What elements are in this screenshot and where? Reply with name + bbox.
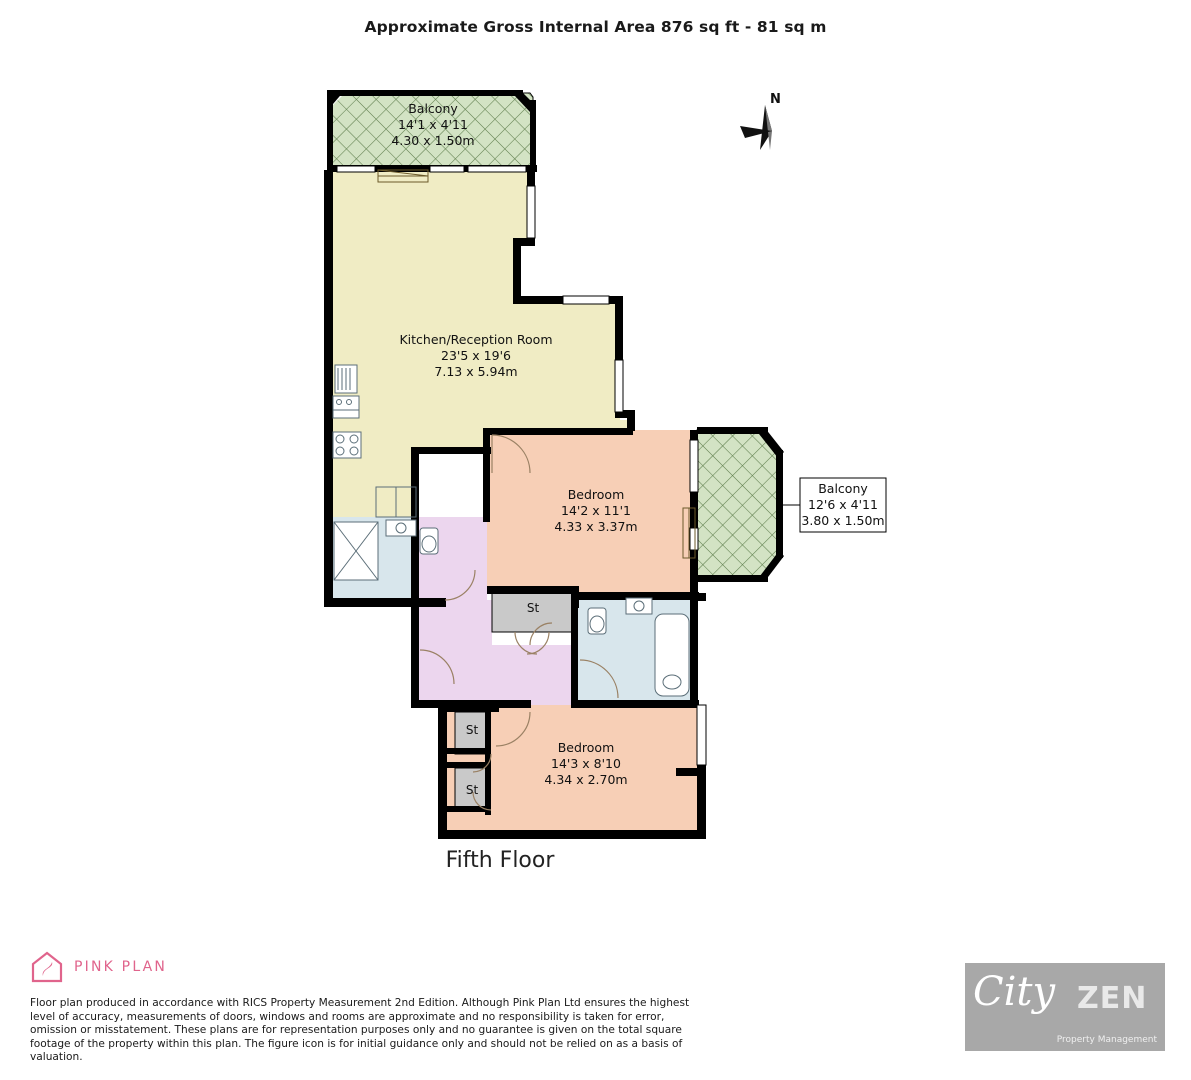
room-name: Balcony — [818, 481, 868, 496]
room-label-bedroom-1 — [518, 487, 674, 535]
room-name: Bedroom — [567, 487, 625, 502]
room-dim-imperial: 12'6 x 4'11 — [808, 497, 878, 512]
room-dim-metric: 4.33 x 3.37m — [554, 519, 638, 534]
room-label-kitchen-reception — [378, 332, 574, 380]
room-dim-imperial: 14'2 x 11'1 — [561, 503, 631, 518]
room-label-balcony-top — [358, 101, 508, 149]
watermark-tagline: Property Management — [1056, 1035, 1157, 1045]
room-name: Bedroom — [557, 740, 615, 755]
brand-name: PINK PLAN — [74, 959, 168, 975]
room-label-bedroom-2 — [508, 740, 664, 788]
room-name: Balcony — [408, 101, 458, 116]
page-title: Approximate Gross Internal Area 876 sq ft - 81 sq m — [364, 18, 827, 36]
cityzen-watermark — [965, 963, 1165, 1051]
storage-label-2: St — [465, 723, 479, 737]
compass-north-label: N — [770, 92, 781, 107]
storage-label-3: St — [465, 783, 479, 797]
watermark-city: City — [973, 969, 1056, 1015]
room-dim-metric: 4.30 x 1.50m — [391, 133, 475, 148]
floor-label: Fifth Floor — [445, 848, 555, 873]
compass-icon — [740, 105, 772, 150]
room-label-balcony-right — [796, 481, 890, 529]
room-name: Kitchen/Reception Room — [399, 332, 553, 347]
house-logo-icon — [30, 950, 64, 984]
disclaimer-text: Floor plan produced in accordance with RICS Property Measurement 2nd Edition. Although Pink Plan Ltd ensures the highest level of accuracy, measurements of doors, windows and rooms are approximate and no responsibility is taken for error, omission or misstatement. These plans are for representation purposes only and no guarantee is given on the total square footage of the property within this plan. The figure icon is for initial guidance only and should not be relied on as a basis of valuation. — [30, 997, 690, 1064]
brand-block — [30, 950, 167, 984]
storage-label-1: St — [526, 601, 540, 615]
room-dim-imperial: 14'3 x 8'10 — [551, 756, 621, 771]
room-dim-metric: 7.13 x 5.94m — [434, 364, 518, 379]
watermark-zen: ZEN — [1077, 981, 1148, 1016]
room-dim-imperial: 23'5 x 19'6 — [441, 348, 511, 363]
room-dim-imperial: 14'1 x 4'11 — [398, 117, 468, 132]
room-dim-metric: 3.80 x 1.50m — [801, 513, 885, 528]
room-dim-metric: 4.34 x 2.70m — [544, 772, 628, 787]
